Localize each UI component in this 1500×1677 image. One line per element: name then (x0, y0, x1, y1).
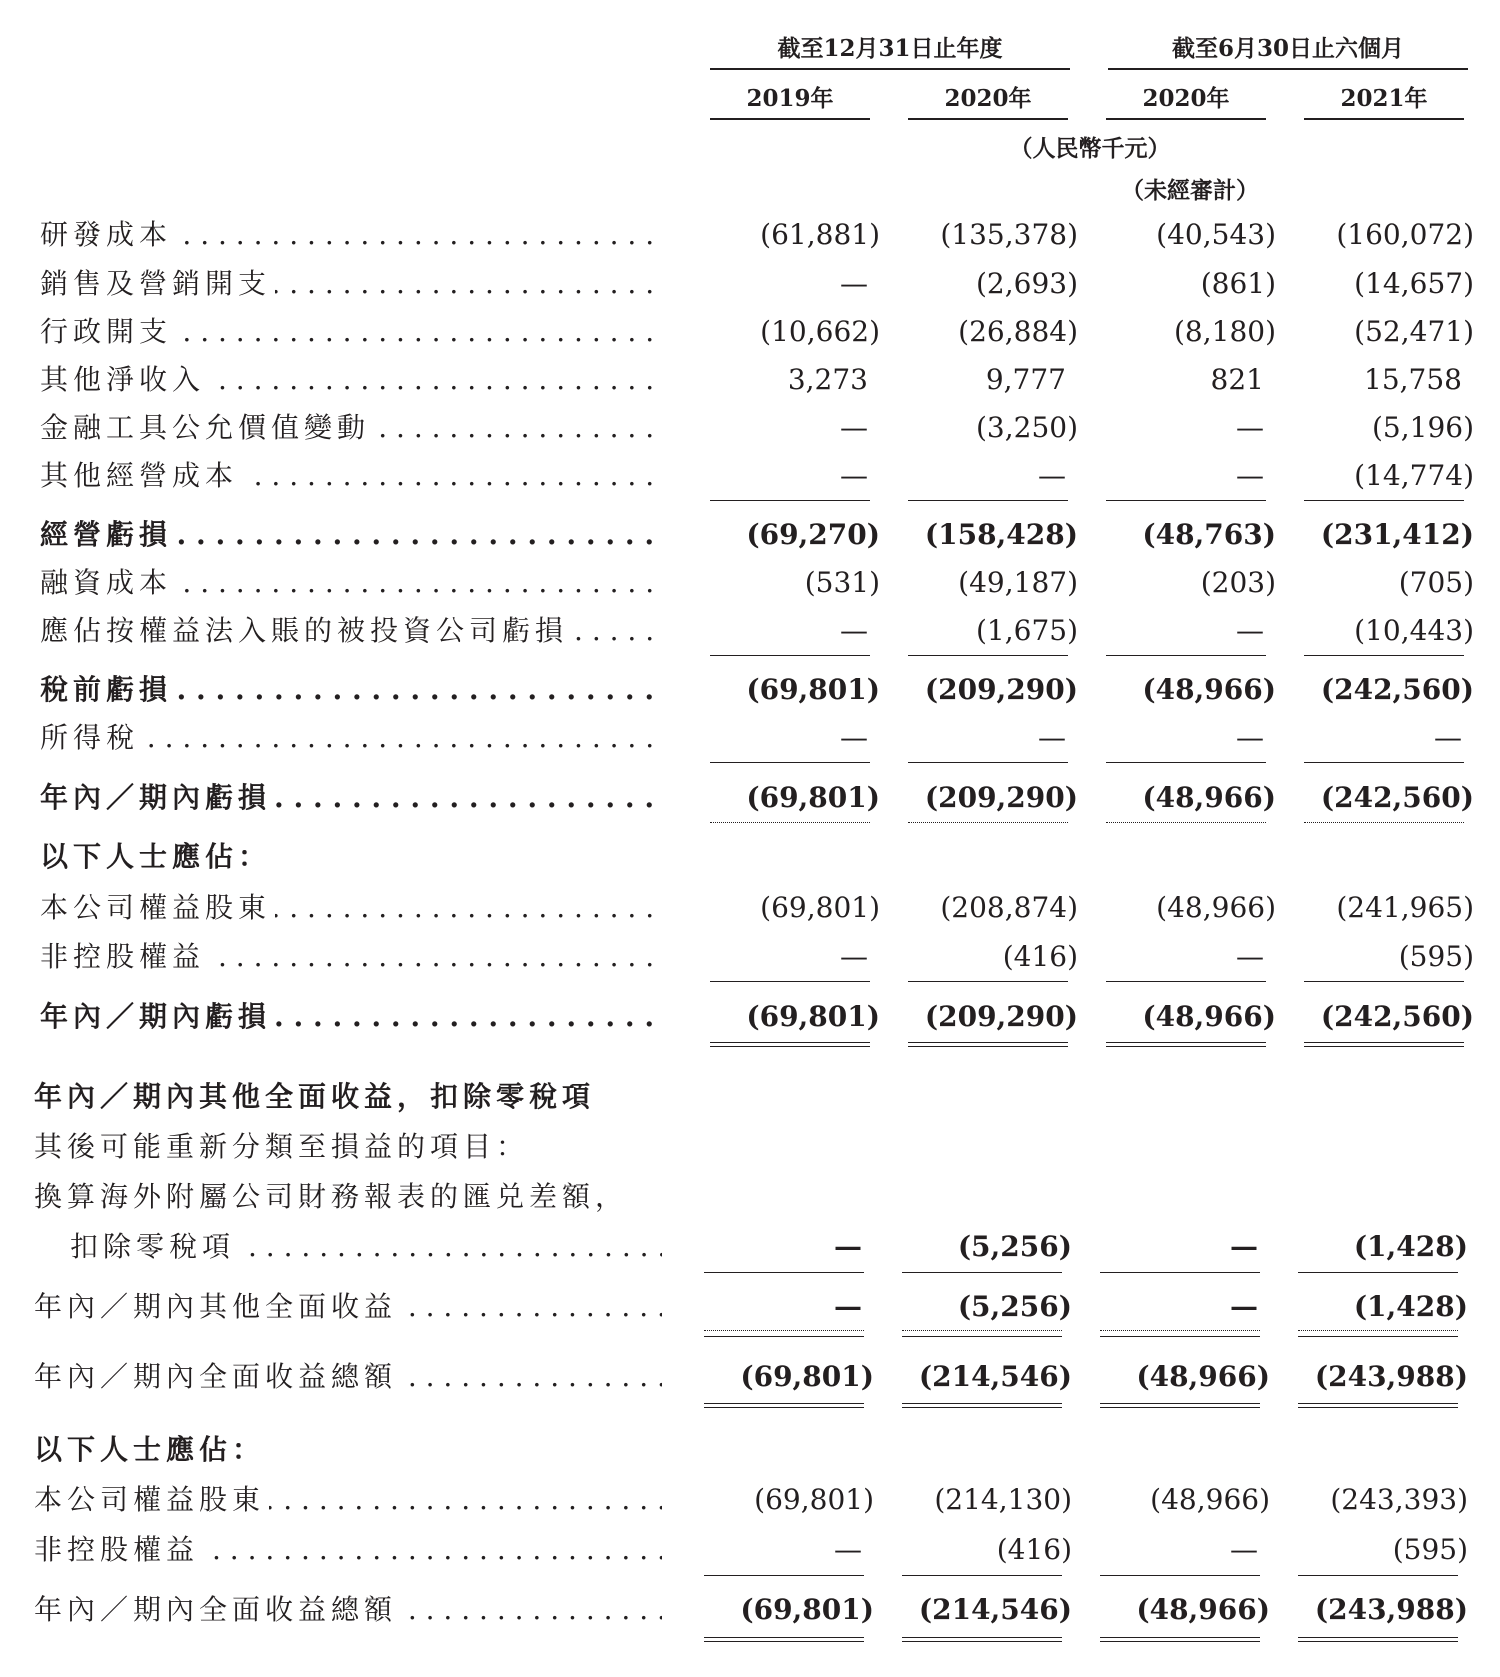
cell-value: (243,393) (1330, 1483, 1468, 1516)
double-rule (1106, 1042, 1266, 1047)
cell-value: (214,130) (934, 1483, 1072, 1516)
cell-value: 15,758 (1364, 363, 1462, 396)
cell-value: (49,187) (958, 566, 1078, 599)
cell-value: (10,662) (760, 315, 880, 348)
cell-value: (158,428) (924, 518, 1078, 551)
subtotal-rule (908, 981, 1068, 982)
cell-value: (48,966) (1142, 781, 1276, 814)
cell-value: (209,290) (924, 1000, 1078, 1033)
subtotal-rule (704, 1272, 864, 1273)
row-label-loss-for-period-total: . . . 年內／期內虧損 (40, 997, 660, 1037)
subtotal-rule (1304, 655, 1464, 656)
subtotal-rule (908, 500, 1068, 501)
cell-value: (203) (1200, 566, 1276, 599)
cell-value: (209,290) (924, 673, 1078, 706)
cell-value: (48,763) (1142, 518, 1276, 551)
subtotal-rule (902, 1575, 1062, 1576)
double-rule (704, 1403, 864, 1408)
cell-value: (2,693) (975, 267, 1078, 300)
row-label-loss-for-period: . . . 年內／期內虧損 (40, 778, 660, 818)
subtotal-rule (710, 981, 870, 982)
dotted-rule (710, 822, 870, 823)
cell-value: — (1236, 940, 1264, 973)
dotted-rule (1298, 1330, 1458, 1331)
cell-value: (48,966) (1136, 1360, 1270, 1393)
cell-value: (243,988) (1314, 1360, 1468, 1393)
row-label-operating-loss: . . . 經營虧損 (40, 515, 660, 555)
cell-value: (231,412) (1320, 518, 1474, 551)
cell-value: (10,443) (1354, 614, 1474, 647)
subtotal-rule (1106, 500, 1266, 501)
subtotal-rule (1100, 1336, 1260, 1337)
double-rule (1298, 1637, 1458, 1642)
double-rule (1100, 1403, 1260, 1408)
subtotal-rule (1298, 1336, 1458, 1337)
cell-value: (69,801) (746, 781, 880, 814)
cell-value: — (840, 721, 868, 754)
unit-caption: （人民幣千元） (1009, 135, 1171, 162)
subtotal-rule (710, 762, 870, 763)
row-label-equity-shareholders-2: . . . 本公司權益股東 (34, 1480, 662, 1520)
cell-value: — (840, 614, 868, 647)
cell-value: (595) (1398, 940, 1474, 973)
row-label-finance-costs: . . . 融資成本 (40, 563, 660, 603)
section-heading-attributable-2: 以下人士應佔： (34, 1430, 662, 1470)
cell-value: — (1038, 459, 1066, 492)
row-label-total-comprehensive-income: . . . 年內／期內全面收益總額 (34, 1357, 662, 1397)
cell-value: — (1230, 1533, 1258, 1566)
subtotal-rule (1106, 762, 1266, 763)
cell-value: (1,428) (1353, 1230, 1468, 1263)
dotted-rule (1304, 822, 1464, 823)
cell-value: (8,180) (1173, 315, 1276, 348)
row-label-loss-before-tax: . . . 稅前虧損 (40, 670, 660, 710)
column-rule-4 (1304, 118, 1464, 120)
cell-value: — (834, 1290, 862, 1323)
cell-value: (69,801) (754, 1483, 874, 1516)
row-label-fair-value-change: . . . 金融工具公允價值變動 (40, 408, 660, 448)
cell-value: (69,801) (740, 1593, 874, 1626)
column-header-2020: 2020年 (944, 85, 1032, 112)
cell-value: (48,966) (1156, 891, 1276, 924)
section-heading-oci: 年內／期內其他全面收益，扣除零稅項 (34, 1077, 734, 1117)
row-label-total-comprehensive-income-2: . . . 年內／期內全面收益總額 (34, 1590, 662, 1630)
subtotal-rule (1106, 655, 1266, 656)
subtotal-rule (908, 762, 1068, 763)
cell-value: (48,966) (1142, 673, 1276, 706)
double-rule (1298, 1403, 1458, 1408)
cell-value: (5,256) (957, 1230, 1072, 1263)
cell-value: (69,801) (746, 1000, 880, 1033)
cell-value: 821 (1210, 363, 1264, 396)
cell-value: — (840, 459, 868, 492)
header-group-rule-2 (1108, 68, 1468, 70)
column-rule-2 (908, 118, 1068, 120)
cell-value: (69,801) (760, 891, 880, 924)
row-label-admin-expenses: . . . 行政開支 (40, 312, 660, 352)
cell-value: (209,290) (924, 781, 1078, 814)
cell-value: (242,560) (1320, 673, 1474, 706)
double-rule (704, 1637, 864, 1642)
cell-value: — (1038, 721, 1066, 754)
cell-value: (5,256) (957, 1290, 1072, 1323)
subtotal-rule (1106, 981, 1266, 982)
subtotal-rule (1100, 1575, 1260, 1576)
cell-value: — (840, 411, 868, 444)
cell-value: — (1236, 411, 1264, 444)
row-label-equity-shareholders: . . . 本公司權益股東 (40, 888, 660, 928)
header-group-six-months: 截至6月30日止六個月 (1171, 35, 1404, 62)
cell-value: 3,273 (787, 363, 868, 396)
cell-value: (48,966) (1142, 1000, 1276, 1033)
row-label-other-operating-costs: . . . 其他經營成本 (40, 456, 660, 496)
cell-value: (48,966) (1150, 1483, 1270, 1516)
cell-value: (69,270) (746, 518, 880, 551)
cell-value: (5,196) (1371, 411, 1474, 444)
cell-value: (861) (1200, 267, 1276, 300)
cell-value: (416) (1002, 940, 1078, 973)
double-rule (710, 1042, 870, 1047)
cell-value: (69,801) (740, 1360, 874, 1393)
double-rule (908, 1042, 1068, 1047)
cell-value: (243,988) (1314, 1593, 1468, 1626)
row-label-selling-expenses: . . . 銷售及營銷開支 (40, 264, 660, 304)
row-label-income-tax: . . . 所得稅 (40, 718, 660, 758)
cell-value: (242,560) (1320, 781, 1474, 814)
dotted-rule (1100, 1330, 1260, 1331)
row-label-rd-costs: . . . 研發成本 (40, 215, 660, 255)
cell-value: — (1236, 721, 1264, 754)
row-label-exchange-differences: 換算海外附屬公司財務報表的匯兑差額， (34, 1177, 734, 1217)
cell-value: 9,777 (985, 363, 1066, 396)
subtotal-rule (1304, 981, 1464, 982)
subtotal-rule (1304, 500, 1464, 501)
column-header-2019: 2019年 (746, 85, 834, 112)
cell-value: — (1434, 721, 1462, 754)
subtotal-rule (704, 1575, 864, 1576)
cell-value: — (840, 267, 868, 300)
cell-value: (531) (804, 566, 880, 599)
cell-value: — (1230, 1230, 1258, 1263)
row-label-net-of-nil-tax: . . . 扣除零稅項 (70, 1227, 662, 1267)
row-label-other-comprehensive-income: . . . 年內／期內其他全面收益 (34, 1287, 662, 1327)
header-group-rule-1 (710, 68, 1070, 70)
row-label-non-controlling-2: . . . 非控股權益 (34, 1530, 662, 1570)
subtotal-rule (710, 500, 870, 501)
column-rule-1 (710, 118, 870, 120)
cell-value: (208,874) (940, 891, 1078, 924)
cell-value: — (1236, 614, 1264, 647)
double-rule (902, 1637, 1062, 1642)
subtotal-rule (704, 1336, 864, 1337)
subtotal-rule (902, 1336, 1062, 1337)
row-label-share-of-losses: . . . 應佔按權益法入賬的被投資公司虧損 (40, 611, 660, 651)
cell-value: (160,072) (1336, 218, 1474, 251)
cell-value: (14,657) (1354, 267, 1474, 300)
cell-value: (69,801) (746, 673, 880, 706)
cell-value: (595) (1392, 1533, 1468, 1566)
cell-value: (241,965) (1336, 891, 1474, 924)
column-rule-3 (1106, 118, 1266, 120)
dotted-rule (1106, 822, 1266, 823)
double-rule (1304, 1042, 1464, 1047)
dotted-rule (902, 1330, 1062, 1331)
unaudited-caption: （未經審計） (1121, 177, 1259, 204)
cell-value: (214,546) (918, 1360, 1072, 1393)
cell-value: — (1236, 459, 1264, 492)
subtotal-rule (1100, 1272, 1260, 1273)
row-label-other-net-income: . . . 其他淨收入 (40, 360, 660, 400)
cell-value: (48,966) (1136, 1593, 1270, 1626)
double-rule (902, 1403, 1062, 1408)
subtotal-rule (902, 1272, 1062, 1273)
section-subheading-reclassify: 其後可能重新分類至損益的項目： (34, 1127, 734, 1167)
subtotal-rule (1304, 762, 1464, 763)
double-rule (1100, 1637, 1260, 1642)
cell-value: (52,471) (1354, 315, 1474, 348)
cell-value: (1,675) (975, 614, 1078, 647)
subtotal-rule (908, 655, 1068, 656)
cell-value: — (840, 940, 868, 973)
cell-value: (242,560) (1320, 1000, 1474, 1033)
cell-value: (705) (1398, 566, 1474, 599)
cell-value: — (834, 1533, 862, 1566)
cell-value: (14,774) (1354, 459, 1474, 492)
subtotal-rule (1298, 1575, 1458, 1576)
column-header-2020-h1: 2020年 (1142, 85, 1230, 112)
header-group-year-ended: 截至12月31日止年度 (777, 35, 1003, 62)
cell-value: (1,428) (1353, 1290, 1468, 1323)
cell-value: — (1230, 1290, 1258, 1323)
cell-value: (40,543) (1156, 218, 1276, 251)
cell-value: (214,546) (918, 1593, 1072, 1626)
cell-value: (416) (996, 1533, 1072, 1566)
cell-value: (135,378) (940, 218, 1078, 251)
cell-value: (3,250) (975, 411, 1078, 444)
row-label-non-controlling: . . . 非控股權益 (40, 937, 660, 977)
dotted-rule (704, 1330, 864, 1331)
cell-value: (26,884) (958, 315, 1078, 348)
cell-value: — (834, 1230, 862, 1263)
dotted-rule (908, 822, 1068, 823)
cell-value: (61,881) (760, 218, 880, 251)
subtotal-rule (710, 655, 870, 656)
subtotal-rule (1298, 1272, 1458, 1273)
section-heading-attributable: 以下人士應佔： (40, 837, 660, 877)
column-header-2021-h1: 2021年 (1340, 85, 1428, 112)
